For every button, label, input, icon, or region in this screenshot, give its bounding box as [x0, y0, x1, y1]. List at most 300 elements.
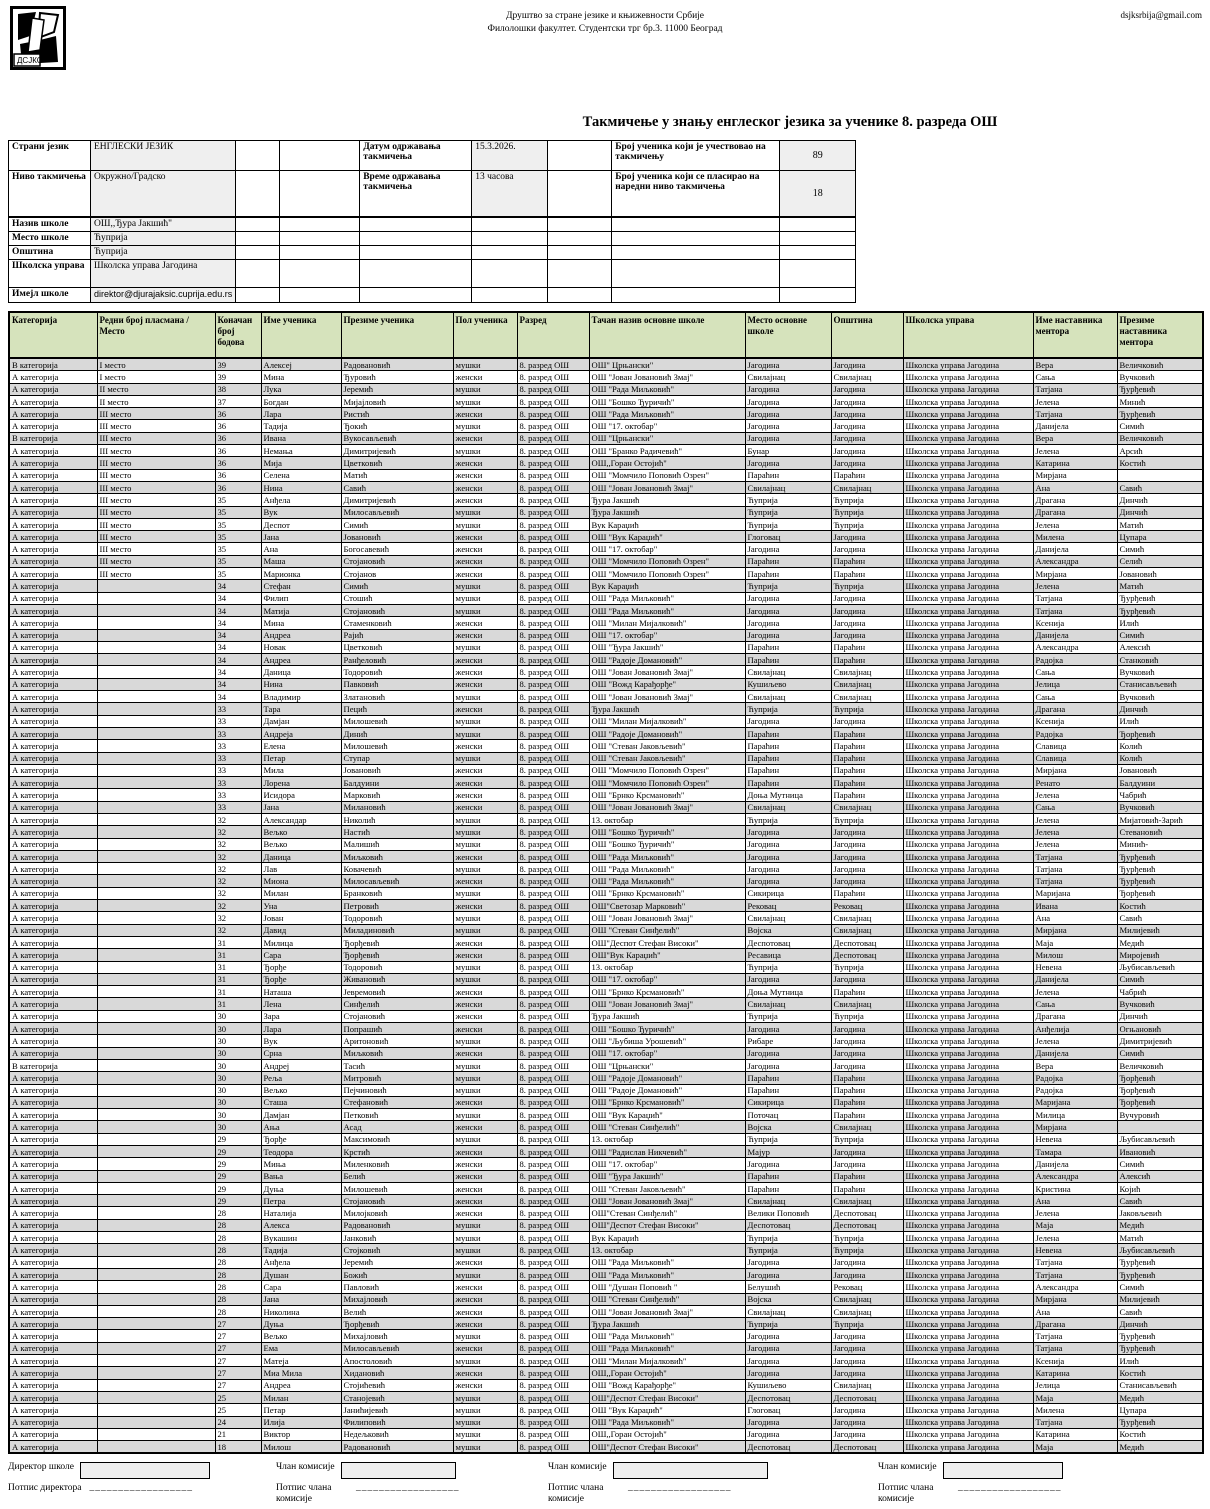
table-cell: Ресавица [745, 949, 831, 961]
table-cell: Ђорђе [261, 1133, 341, 1145]
table-cell: Невена [1033, 961, 1117, 973]
table-cell: 31 [215, 998, 261, 1010]
table-row [9, 1010, 1203, 1022]
table-cell: 8. разред ОШ [517, 666, 589, 678]
table-row [9, 1047, 1203, 1059]
table-cell: Ћуприја [745, 494, 831, 506]
table-cell: ОШ "Црњански" [589, 432, 745, 444]
table-cell: Даница [261, 666, 341, 678]
table-row [9, 555, 1203, 567]
table-cell: I место [97, 371, 215, 383]
table-cell: Радовановић [341, 358, 453, 371]
table-cell: Сара [261, 1281, 341, 1293]
table-cell: 36 [215, 445, 261, 457]
results-table-body [9, 358, 1203, 1453]
table-cell: Сања [1033, 371, 1117, 383]
table-cell: Минић- [1117, 838, 1203, 850]
table-cell: Давид [261, 924, 341, 936]
table-cell: 8. разред ОШ [517, 543, 589, 555]
table-cell: Миа Мила [261, 1367, 341, 1379]
table-cell: Огњановић [1117, 1023, 1203, 1035]
table-cell: Свилајнац [745, 666, 831, 678]
table-cell: 37 [215, 395, 261, 407]
table-cell: Јагодина [831, 1035, 903, 1047]
table-cell: Драгана [1033, 703, 1117, 715]
table-cell: А категорија [9, 604, 97, 616]
table-cell: женски [453, 740, 517, 752]
table-cell [97, 752, 215, 764]
table-cell: А категорија [9, 1072, 97, 1084]
table-cell: женски [453, 703, 517, 715]
table-cell: Андреа [261, 629, 341, 641]
table-cell: Свилајнац [745, 481, 831, 493]
table-cell: Школска управа Јагодина [903, 1428, 1033, 1440]
table-cell: Ћуприја [745, 518, 831, 530]
table-cell: Мирјана [1033, 764, 1117, 776]
table-cell: мушки [453, 420, 517, 432]
table-cell: Живановић [341, 973, 453, 985]
table-cell: ОШ "Брнко Крсмановић" [589, 789, 745, 801]
table-cell: 36 [215, 469, 261, 481]
table-cell: А категорија [9, 1170, 97, 1182]
table-cell: Вук Караџић [589, 518, 745, 530]
table-cell: ОШ "Радоје Домановић" [589, 654, 745, 666]
table-cell: Јагодина [745, 1047, 831, 1059]
table-cell: 29 [215, 1182, 261, 1194]
table-cell: женски [453, 371, 517, 383]
table-cell: Димитријевић [1117, 1035, 1203, 1047]
table-cell: Матија [261, 604, 341, 616]
table-cell: III место [97, 543, 215, 555]
table-cell: 28 [215, 1268, 261, 1280]
table-cell: Милица [1033, 1109, 1117, 1121]
table-cell: 8. разред ОШ [517, 678, 589, 690]
table-cell: 8. разред ОШ [517, 494, 589, 506]
table-cell: Ћуприја [831, 1244, 903, 1256]
table-cell [97, 1133, 215, 1145]
table-cell: мушки [453, 715, 517, 727]
table-cell: Елена [261, 740, 341, 752]
table-cell: Ђорђевић [341, 949, 453, 961]
table-cell: III место [97, 568, 215, 580]
table-cell: Војска [745, 924, 831, 936]
table-cell: женски [453, 1023, 517, 1035]
table-cell: мушки [453, 1404, 517, 1416]
table-cell: ОШ"Деспот Стефан Високи" [589, 936, 745, 948]
table-cell: А категорија [9, 887, 97, 899]
table-cell: Деспотовац [745, 1441, 831, 1454]
table-row [9, 629, 1203, 641]
table-cell: мушки [453, 1441, 517, 1454]
table-cell: Вељко [261, 838, 341, 850]
table-cell: Медић [1117, 1441, 1203, 1454]
table-cell: Маја [1033, 1441, 1117, 1454]
table-cell: Школска управа Јагодина [903, 1391, 1033, 1403]
table-cell [97, 1404, 215, 1416]
table-cell: ОШ "17. октобар" [589, 629, 745, 641]
table-cell: Школска управа Јагодина [903, 580, 1033, 592]
table-cell: Школска управа Јагодина [903, 666, 1033, 678]
table-cell: 8. разред ОШ [517, 1035, 589, 1047]
table-cell: Јовановић [341, 764, 453, 776]
table-cell: Богдан [261, 395, 341, 407]
table-cell: А категорија [9, 1182, 97, 1194]
table-cell: 32 [215, 863, 261, 875]
table-cell: Сара [261, 949, 341, 961]
table-row [9, 801, 1203, 813]
table-cell [97, 1318, 215, 1330]
table-cell: III место [97, 531, 215, 543]
table-cell: III место [97, 420, 215, 432]
table-cell: 34 [215, 666, 261, 678]
table-row [9, 1182, 1203, 1194]
table-cell: 28 [215, 1256, 261, 1268]
table-cell: Школска управа Јагодина [903, 629, 1033, 641]
table-cell: Школска управа Јагодина [903, 1207, 1033, 1219]
table-cell: Јагодина [831, 531, 903, 543]
table-cell: 8. разред ОШ [517, 838, 589, 850]
table-cell: Анђелија [1033, 1023, 1117, 1035]
member-sign-line-1: __________________ [356, 1483, 460, 1493]
table-cell: Јеремић [341, 383, 453, 395]
table-cell: женски [453, 555, 517, 567]
table-cell: женски [453, 408, 517, 420]
table-cell: Татјана [1033, 592, 1117, 604]
signature-section [8, 1462, 1204, 1509]
table-cell: Мирјана [1033, 1121, 1117, 1133]
table-cell: А категорија [9, 1416, 97, 1428]
table-cell: Јагодина [831, 1330, 903, 1342]
table-cell: А категорија [9, 568, 97, 580]
table-cell: А категорија [9, 961, 97, 973]
table-cell: Параћин [745, 469, 831, 481]
table-cell: А категорија [9, 1084, 97, 1096]
table-cell: Школска управа Јагодина [903, 1404, 1033, 1416]
table-cell [97, 1047, 215, 1059]
table-cell: ОШ "Рада Миљковић" [589, 604, 745, 616]
table-cell: Александра [1033, 1170, 1117, 1182]
member-name-box-2[interactable] [613, 1462, 768, 1479]
table-cell: Свилајнац [831, 912, 903, 924]
table-cell: Деспотовац [831, 1441, 903, 1454]
table-cell: женски [453, 481, 517, 493]
table-cell: ОШ "Момчило Поповић Озрен" [589, 469, 745, 481]
table-row [9, 1268, 1203, 1280]
table-cell: А категорија [9, 1232, 97, 1244]
table-cell: Школска управа Јагодина [903, 1133, 1033, 1145]
table-cell: Јагодина [745, 863, 831, 875]
table-cell: Милијевић [1117, 924, 1203, 936]
table-cell: 8. разред ОШ [517, 936, 589, 948]
table-cell: женски [453, 629, 517, 641]
table-cell: ОШ "Милан Мијалковић" [589, 617, 745, 629]
member-label-2: Члан комисије [548, 1462, 607, 1472]
table-cell [1117, 469, 1203, 481]
table-cell: женски [453, 875, 517, 887]
table-cell: Дамјан [261, 1109, 341, 1121]
table-cell: Јелена [1033, 395, 1117, 407]
table-cell [97, 813, 215, 825]
table-cell: В категорија [9, 432, 97, 444]
table-cell: ОШ "Рада Миљковић" [589, 875, 745, 887]
table-cell: Јагодина [745, 592, 831, 604]
table-cell: Школска управа Јагодина [903, 604, 1033, 616]
table-cell: Школска управа Јагодина [903, 555, 1033, 567]
municipality-value: Ћуприја [91, 246, 236, 260]
member-name-box-3[interactable] [943, 1462, 1063, 1479]
table-cell: Школска управа Јагодина [903, 1318, 1033, 1330]
table-cell: 8. разред ОШ [517, 850, 589, 862]
table-cell: 8. разред ОШ [517, 1047, 589, 1059]
table-cell: Параћин [831, 641, 903, 653]
table-cell: Ђурђевић [1117, 850, 1203, 862]
table-cell: А категорија [9, 850, 97, 862]
director-sign-line: __________________ [89, 1483, 194, 1493]
table-cell: женски [453, 617, 517, 629]
table-cell: Александра [1033, 555, 1117, 567]
table-cell: Милосављевић [341, 1342, 453, 1354]
table-cell: Митровић [341, 1072, 453, 1084]
table-cell: Андреа [261, 1379, 341, 1391]
table-cell: Ђуровић [341, 371, 453, 383]
table-cell: Свилајнац [831, 1379, 903, 1391]
table-cell: Ђурђевић [1117, 592, 1203, 604]
table-cell: женски [453, 850, 517, 862]
table-cell: 35 [215, 494, 261, 506]
director-signature-group [8, 1462, 276, 1509]
table-cell: Кристина [1033, 1182, 1117, 1194]
table-cell: женски [453, 1281, 517, 1293]
table-cell: Школска управа Јагодина [903, 678, 1033, 690]
col-header-school: Тачан назив основне школе [589, 312, 745, 358]
table-cell: Невена [1033, 1133, 1117, 1145]
table-cell: Ђурђевић [1117, 1416, 1203, 1428]
table-cell: 13. октобар [589, 813, 745, 825]
table-cell: Селић [1117, 555, 1203, 567]
table-cell: Параћин [745, 1072, 831, 1084]
table-cell: Школска управа Јагодина [903, 1084, 1033, 1096]
table-cell: Свилајнац [745, 371, 831, 383]
table-cell: Деспот [261, 518, 341, 530]
table-cell: Јагодина [745, 617, 831, 629]
table-cell: Јелена [1033, 986, 1117, 998]
table-cell [97, 1010, 215, 1022]
table-row [9, 764, 1203, 776]
table-cell: Школска управа Јагодина [903, 420, 1033, 432]
table-cell: 8. разред ОШ [517, 531, 589, 543]
table-cell: женски [453, 801, 517, 813]
table-cell: Јелена [1033, 445, 1117, 457]
table-cell: Школска управа Јагодина [903, 813, 1033, 825]
participated-label: Број ученика који је учествовао на такмичењу [612, 141, 780, 171]
table-cell: Јелена [1033, 789, 1117, 801]
table-cell: Павковић [341, 678, 453, 690]
table-cell: мушки [453, 1059, 517, 1071]
table-cell: Јагодина [831, 875, 903, 887]
table-cell: 29 [215, 1195, 261, 1207]
table-cell: Данијела [1033, 973, 1117, 985]
table-cell: 27 [215, 1355, 261, 1367]
table-cell: 8. разред ОШ [517, 1207, 589, 1219]
table-cell: Ђорђевић [1117, 1084, 1203, 1096]
table-cell: Данијела [1033, 420, 1117, 432]
table-cell: А категорија [9, 666, 97, 678]
table-cell: Деспотовац [745, 1391, 831, 1403]
table-cell: ОШ "Вук Караџић" [589, 1109, 745, 1121]
table-cell: Вељко [261, 826, 341, 838]
table-cell: Свилајнац [831, 481, 903, 493]
table-cell: Параћин [745, 752, 831, 764]
table-row [9, 703, 1203, 715]
table-cell: 8. разред ОШ [517, 481, 589, 493]
table-cell: ОШ "Стеван Синђелић" [589, 924, 745, 936]
table-cell: мушки [453, 592, 517, 604]
table-cell: А категорија [9, 924, 97, 936]
table-cell: мушки [453, 1109, 517, 1121]
table-cell: Ћуприја [745, 961, 831, 973]
table-cell: Параћин [745, 727, 831, 739]
table-cell: А категорија [9, 481, 97, 493]
table-cell: Вучуровић [1117, 1109, 1203, 1121]
table-cell: Чабрић [1117, 986, 1203, 998]
table-cell: Школска управа Јагодина [903, 777, 1033, 789]
table-cell: 8. разред ОШ [517, 1355, 589, 1367]
table-cell: Стојановић [341, 1195, 453, 1207]
table-cell: Јагодина [831, 1367, 903, 1379]
table-cell: Данијела [1033, 1047, 1117, 1059]
table-cell: 34 [215, 617, 261, 629]
col-header-municipality: Општина [831, 312, 903, 358]
table-cell: 8. разред ОШ [517, 1072, 589, 1084]
table-cell: Радојка [1033, 654, 1117, 666]
table-cell: Николина [261, 1305, 341, 1317]
col-header-mentor-last-name: Презиме наставника ментора [1117, 312, 1203, 358]
table-row [9, 727, 1203, 739]
table-cell: Матић [1117, 1232, 1203, 1244]
table-cell: Вучковић [1117, 801, 1203, 813]
table-cell: Јевремовић [341, 986, 453, 998]
table-cell: 13. октобар [589, 1244, 745, 1256]
table-cell: Ђорђе [261, 961, 341, 973]
table-cell: Јагодина [831, 863, 903, 875]
table-cell: Крстић [341, 1146, 453, 1158]
school-email-value: direktor@djurajaksic.cuprija.edu.rs [91, 288, 236, 303]
table-cell: Асад [341, 1121, 453, 1133]
table-cell: Јагодина [745, 383, 831, 395]
table-cell: Школска управа Јагодина [903, 432, 1033, 444]
table-row [9, 1428, 1203, 1440]
advanced-value: 18 [780, 171, 856, 217]
table-cell: Илија [261, 1416, 341, 1428]
table-row [9, 1244, 1203, 1256]
table-cell: Јагодина [831, 850, 903, 862]
table-row [9, 1256, 1203, 1268]
table-cell: Александар [261, 813, 341, 825]
table-cell: Ћуприја [831, 961, 903, 973]
table-cell: Теодора [261, 1146, 341, 1158]
table-cell: женски [453, 1256, 517, 1268]
table-cell [97, 887, 215, 899]
table-cell: Јовановић [341, 531, 453, 543]
table-cell [97, 580, 215, 592]
table-cell: Петар [261, 1404, 341, 1416]
table-cell: женски [453, 1207, 517, 1219]
table-cell [97, 1023, 215, 1035]
table-cell: женски [453, 654, 517, 666]
director-name-box[interactable] [80, 1462, 210, 1479]
table-cell: 8. разред ОШ [517, 998, 589, 1010]
table-cell: 34 [215, 678, 261, 690]
logo-text: ДСЈКС [17, 56, 43, 65]
table-cell: 8. разред ОШ [517, 1244, 589, 1256]
table-cell: А категорија [9, 1047, 97, 1059]
table-cell: Динчић [1117, 703, 1203, 715]
table-cell: Сања [1033, 691, 1117, 703]
table-cell: Јелица [1033, 1379, 1117, 1391]
table-cell [97, 641, 215, 653]
table-cell: III место [97, 555, 215, 567]
info-form [8, 140, 856, 303]
table-cell: Медић [1117, 936, 1203, 948]
table-cell: Симић [1117, 973, 1203, 985]
table-cell: Јагодина [745, 1416, 831, 1428]
table-cell: Вања [261, 1170, 341, 1182]
table-cell: Милан [261, 887, 341, 899]
school-name-label: Назив школе [9, 217, 91, 232]
table-cell: Рековац [831, 1281, 903, 1293]
table-cell: А категорија [9, 543, 97, 555]
table-cell: Мирјана [1033, 469, 1117, 481]
table-cell: Јагодина [831, 420, 903, 432]
table-cell: 8. разред ОШ [517, 568, 589, 580]
table-cell: А категорија [9, 1379, 97, 1391]
table-cell: А категорија [9, 1109, 97, 1121]
table-cell: Исидора [261, 789, 341, 801]
table-cell: Вук Караџић [589, 580, 745, 592]
table-cell: А категорија [9, 801, 97, 813]
table-cell: 8. разред ОШ [517, 961, 589, 973]
table-cell: Ђорђевић [1117, 1096, 1203, 1108]
table-cell: женски [453, 1379, 517, 1391]
table-cell: Школска управа Јагодина [903, 924, 1033, 936]
table-row [9, 777, 1203, 789]
table-cell: Јагодина [745, 629, 831, 641]
table-cell [97, 1084, 215, 1096]
table-cell: А категорија [9, 395, 97, 407]
table-cell [97, 1281, 215, 1293]
table-cell: мушки [453, 826, 517, 838]
table-cell: А категорија [9, 998, 97, 1010]
table-cell: Миљковић [341, 850, 453, 862]
table-cell: Душан [261, 1268, 341, 1280]
table-cell [97, 1096, 215, 1108]
table-cell: Школска управа Јагодина [903, 1096, 1033, 1108]
table-cell: Јагодина [831, 1047, 903, 1059]
table-cell: Петковић [341, 1109, 453, 1121]
table-cell: Алексић [1117, 1170, 1203, 1182]
member-signature-group-2 [548, 1462, 878, 1509]
member-name-box-1[interactable] [341, 1462, 456, 1479]
table-cell: Школска управа Јагодина [903, 506, 1033, 518]
table-cell: ОШ "Брнко Крсмановић" [589, 1096, 745, 1108]
table-cell: Свилајнац [831, 666, 903, 678]
table-cell: Школска управа Јагодина [903, 1195, 1033, 1207]
table-cell: Војска [745, 1121, 831, 1133]
table-cell: Маја [1033, 1219, 1117, 1231]
table-cell: ОШ,,Горан Остојић" [589, 1367, 745, 1379]
table-cell: Деспотовац [831, 1391, 903, 1403]
table-cell: 8. разред ОШ [517, 949, 589, 961]
